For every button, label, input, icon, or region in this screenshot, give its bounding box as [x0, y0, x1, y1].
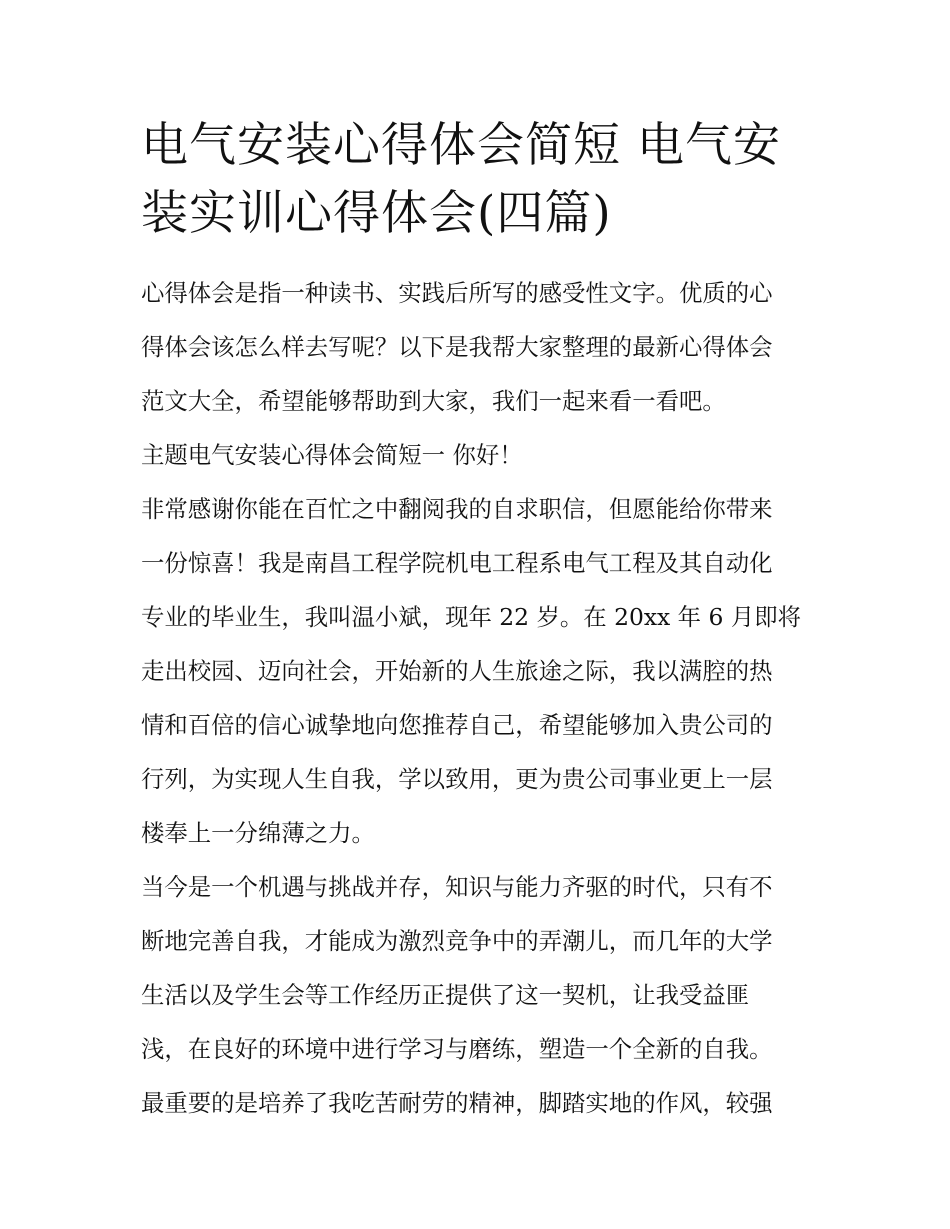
text-line: 一份惊喜！我是南昌工程学院机电工程系电气工程及其自动化: [141, 549, 773, 577]
text-line: 主题电气安装心得体会简短一 你好！: [141, 441, 523, 469]
text-line: 得体会该怎么样去写呢？以下是我帮大家整理的最新心得体会: [141, 333, 773, 361]
text-line: 楼奉上一分绵薄之力。: [141, 819, 375, 847]
body-paragraph: [141, 860, 813, 1130]
text-line: 生活以及学生会等工作经历正提供了这一契机，让我受益匪: [141, 981, 750, 1009]
title-line: 电气安装心得体会简短 电气安: [141, 118, 781, 173]
text-line: 当今是一个机遇与挑战并存，知识与能力齐驱的时代，只有不: [141, 873, 773, 901]
text-line: 心得体会是指一种读书、实践后所写的感受性文字。优质的心: [141, 279, 773, 307]
body-paragraph: [141, 482, 813, 860]
text-line: 范文大全，希望能够帮助到大家，我们一起来看一看吧。: [141, 387, 726, 415]
intro-paragraph: [141, 266, 813, 428]
title-line: 装实训心得体会(四篇): [141, 186, 612, 241]
document-body: [141, 266, 813, 1130]
text-line: 最重要的是培养了我吃苦耐劳的精神，脚踏实地的作风，较强: [141, 1089, 773, 1117]
document-page: [141, 112, 813, 1130]
text-line: 专业的毕业生，我叫温小斌，现年 22 岁。在 20xx 年 6 月即将: [141, 603, 801, 631]
text-line: 非常感谢你能在百忙之中翻阅我的自求职信，但愿能给你带来: [141, 495, 773, 523]
document-title: [141, 112, 813, 248]
text-line: 断地完善自我，才能成为激烈竞争中的弄潮儿，而几年的大学: [141, 927, 773, 955]
section-heading: [141, 428, 813, 482]
text-line: 行列，为实现人生自我，学以致用，更为贵公司事业更上一层: [141, 765, 773, 793]
text-line: 浅，在良好的环境中进行学习与磨练，塑造一个全新的自我。: [141, 1035, 773, 1063]
text-line: 走出校园、迈向社会，开始新的人生旅途之际，我以满腔的热: [141, 657, 773, 685]
text-line: 情和百倍的信心诚挚地向您推荐自己，希望能够加入贵公司的: [141, 711, 773, 739]
